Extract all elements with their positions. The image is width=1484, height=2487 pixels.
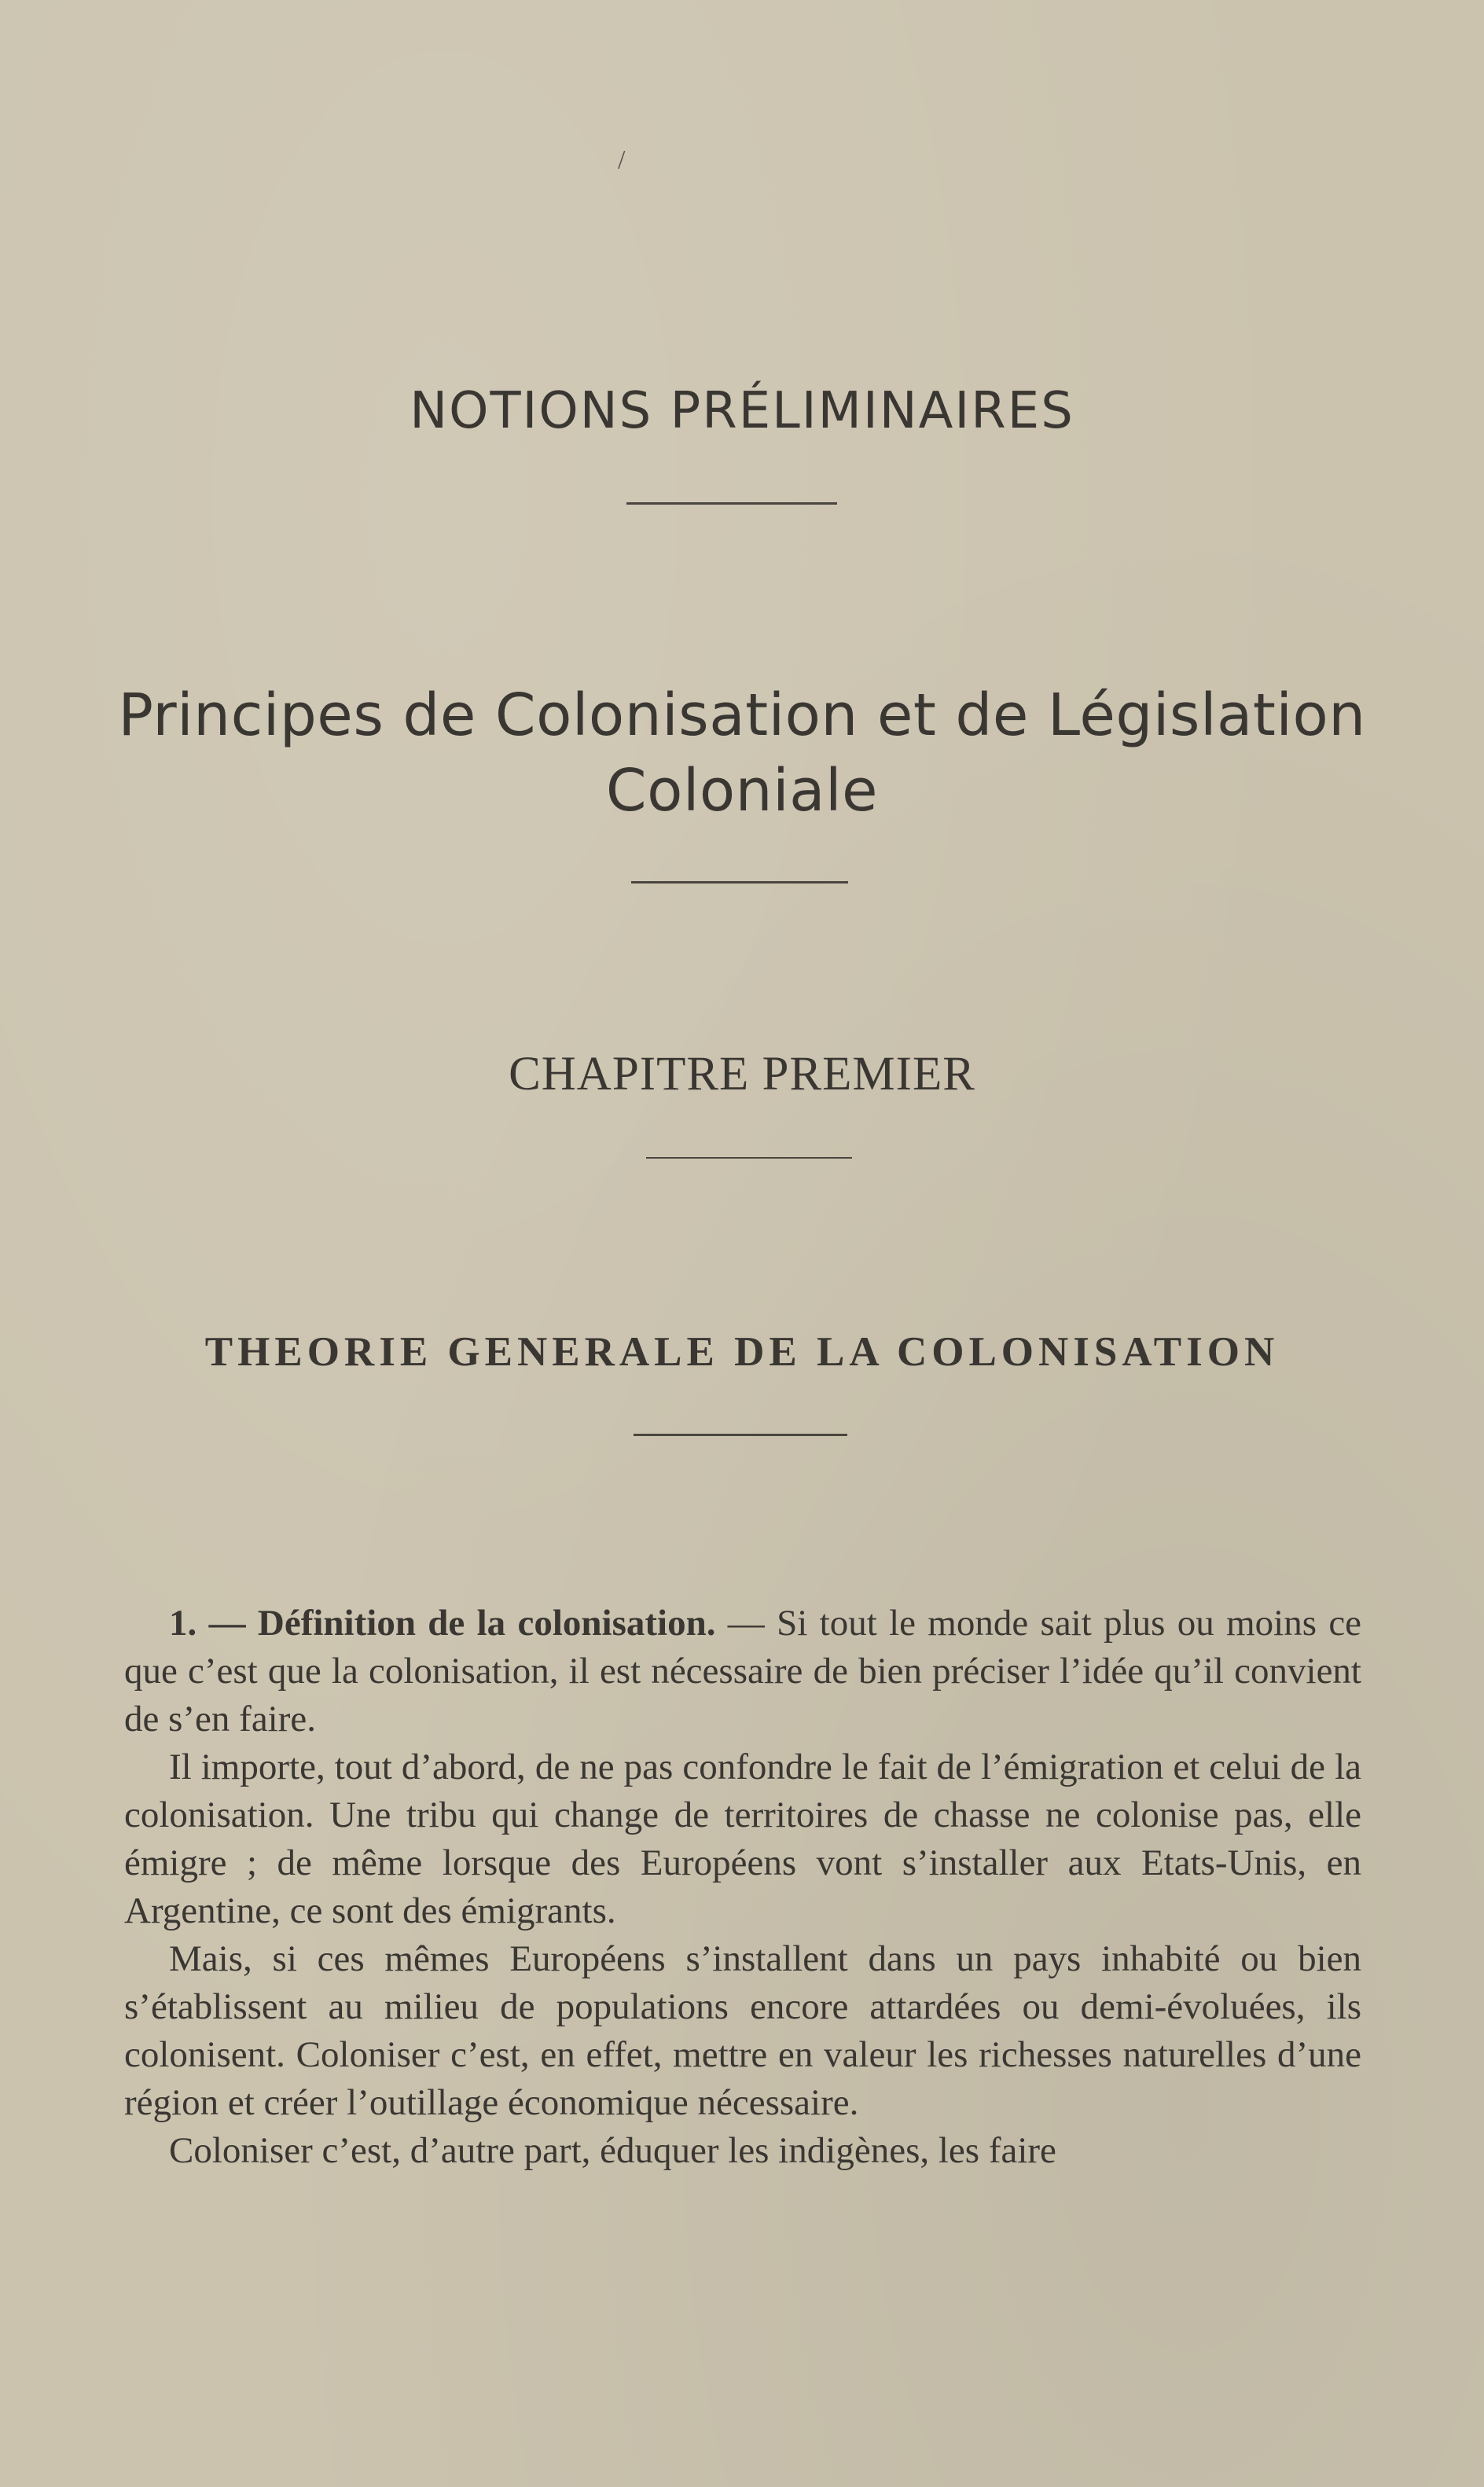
heading-notions-preliminaires: NOTIONS PRÉLIMINAIRES <box>410 382 1074 440</box>
divider-rule <box>631 881 848 883</box>
section-title: Définition de la colonisation. <box>257 1603 716 1644</box>
body-text <box>124 1600 1361 2175</box>
paragraph <box>124 1600 1361 1743</box>
divider-rule <box>626 502 837 505</box>
chapter-label: CHAPITRE PREMIER <box>509 1048 975 1100</box>
page-mark: / <box>618 145 626 174</box>
chapter-title: THEORIE GENERALE DE LA COLONISATION <box>204 1329 1280 1375</box>
paragraph: Il importe, tout d’abord, de ne pas confondre le fait de l’émigration et celui de la colonisation. Une tribu qui change de territoires de chasse ne colonise pas, elle émigre ; de même lorsque des Européens vont s’installer aux Etats-Unis, en Argentine, ce sont des émigrants. <box>124 1747 1361 1931</box>
section-number: 1. — <box>169 1603 246 1644</box>
paragraph: Mais, si ces mêmes Européens s’installent dans un pays inhabité ou bien s’établissent au milieu de populations encore attardées ou demi-évoluées, ils colonisent. Coloniser c’est, en effet, mettre en valeur les richesses naturelles d’une région et créer l’outillage économique nécessaire. <box>124 1938 1361 2123</box>
divider-rule <box>646 1157 852 1159</box>
book-title <box>0 678 1484 828</box>
divider-rule <box>634 1434 847 1436</box>
paragraph: Coloniser c’est, d’autre part, éduquer les indigènes, les faire <box>169 2130 1056 2171</box>
book-title-line-1: Principes de Colonisation et de Législation <box>118 681 1366 749</box>
paragraph-text: Si tout le monde sait plus ou moins ce que c’est que la colonisation, il est nécessaire de bien préciser l’idée qu’il convient de s’en faire. <box>124 1603 1362 1739</box>
book-title-line-2: Coloniale <box>605 757 879 825</box>
section-dash: — <box>715 1603 777 1644</box>
